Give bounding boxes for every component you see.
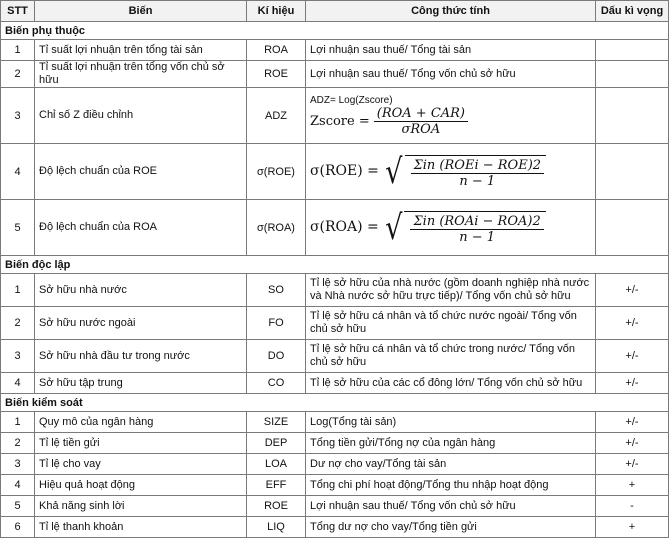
table-row [1,412,669,433]
cell-name: Độ lệch chuẩn của ROA [35,200,247,256]
sqrt-sign: √ $\frac{\text{Σin (ROAi − ROA)2}}{n - 1}$ [383,211,546,245]
cell-symbol: LIQ [247,517,306,538]
cell-name: Hiệu quả hoạt động [35,475,247,496]
section-title: Biến phụ thuộc [1,22,669,40]
cell-stt: 2 [1,61,35,88]
cell-stt: 4 [1,144,35,200]
sigma-roa-numerator: Σin (ROAi − ROA)2 [410,215,543,230]
cell-symbol: LOA [247,454,306,475]
table-row [1,340,669,373]
cell-symbol: SIZE [247,412,306,433]
table-row [1,517,669,538]
cell-sign: +/- [596,412,669,433]
section-title: Biến độc lập [1,256,669,274]
zscore-fraction [374,107,468,136]
cell-stt: 5 [1,496,35,517]
cell-symbol: σ(ROE) [247,144,306,200]
cell-symbol: DEP [247,433,306,454]
header-kihieu: Kí hiệu [247,1,306,22]
cell-symbol: EFF [247,475,306,496]
cell-formula: Lợi nhuận sau thuế/ Tổng vốn chủ sở hữu [306,61,596,88]
cell-symbol: SO [247,274,306,307]
cell-symbol: ROE [247,61,306,88]
cell-name: Tỉ lệ cho vay [35,454,247,475]
cell-name: Độ lệch chuẩn của ROE [35,144,247,200]
cell-sign: + [596,517,669,538]
header-bien: Biến [35,1,247,22]
cell-stt: 1 [1,412,35,433]
zscore-numerator: (ROA + CAR) [374,107,468,122]
header-daukivong: Dấu kì vọng [596,1,669,22]
zscore-denominator: σROA [401,122,441,137]
cell-formula: Tỉ lệ sở hữu cá nhân và tổ chức nước ngoài/ Tổng vốn chủ sở hữu [306,307,596,340]
sigma-roe-lhs: σ(ROE) = [310,163,379,179]
table-row [1,496,669,517]
cell-sign: +/- [596,274,669,307]
cell-formula [306,200,596,256]
cell-sign [596,40,669,61]
cell-formula: Tổng chi phí hoạt động/Tổng thu nhập hoạt động [306,475,596,496]
cell-formula: Dư nợ cho vay/Tổng tài sản [306,454,596,475]
cell-stt: 3 [1,340,35,373]
cell-symbol: ROA [247,40,306,61]
cell-sign: +/- [596,433,669,454]
cell-name: Chỉ số Z điều chỉnh [35,88,247,144]
cell-name: Tỉ suất lợi nhuận trên tổng vốn chủ sở hữu [35,61,247,88]
cell-name: Sở hữu tập trung [35,373,247,394]
sigma-roa-denominator: n − 1 [459,229,495,245]
cell-stt: 4 [1,475,35,496]
cell-stt: 1 [1,274,35,307]
table-row [1,307,669,340]
sigma-roe-numerator: Σin (ROEi − ROE)2 [411,159,544,174]
cell-symbol: CO [247,373,306,394]
cell-stt: 5 [1,200,35,256]
zscore-formula [310,107,468,136]
cell-name: Quy mô của ngân hàng [35,412,247,433]
cell-formula: Tỉ lệ sở hữu cá nhân và tổ chức trong nước/ Tổng vốn chủ sở hữu [306,340,596,373]
cell-sign: - [596,496,669,517]
table-row [1,475,669,496]
cell-symbol: ROE [247,496,306,517]
cell-symbol: σ(ROA) [247,200,306,256]
cell-name: Tỉ suất lợi nhuận trên tổng tài sản [35,40,247,61]
table-row [1,274,669,307]
section-dependent [1,22,669,40]
sigma-roa-fraction [410,215,543,244]
cell-stt: 4 [1,373,35,394]
cell-symbol: DO [247,340,306,373]
cell-sign [596,144,669,200]
sigma-roe-denominator: n − 1 [459,173,496,189]
cell-symbol: FO [247,307,306,340]
section-independent [1,256,669,274]
cell-name: Sở hữu nhà đầu tư trong nước [35,340,247,373]
cell-formula: Lợi nhuận sau thuế/ Tổng tài sản [306,40,596,61]
cell-name: Sở hữu nước ngoài [35,307,247,340]
table-row [1,144,669,200]
sqrt-sign: √ $\frac{\text{Σin (ROEi − ROE)2}}{n - 1}$ [383,155,546,189]
cell-stt: 3 [1,88,35,144]
table-row [1,373,669,394]
cell-formula: Log(Tổng tài sản) [306,412,596,433]
zscore-lhs: Zscore = [310,114,370,129]
cell-sign [596,200,669,256]
sigma-roa-lhs: σ(ROA) = [310,219,379,235]
cell-formula: Tỉ lệ sở hữu của nhà nước (gồm doanh nghiệp nhà nước và Nhà nước sở hữu trực tiếp)/ Tổng vốn chủ sở hữu [306,274,596,307]
adz-formula-line: ADZ= Log(Zscore) [310,95,393,106]
cell-sign: + [596,475,669,496]
cell-formula: Tỉ lệ sở hữu của các cổ đông lớn/ Tổng vốn chủ sở hữu [306,373,596,394]
table-row [1,200,669,256]
cell-symbol: ADZ [247,88,306,144]
table-row [1,433,669,454]
cell-name: Sở hữu nhà nước [35,274,247,307]
cell-stt: 2 [1,307,35,340]
cell-stt: 1 [1,40,35,61]
section-control [1,394,669,412]
cell-sign [596,88,669,144]
cell-name: Tỉ lệ tiền gửi [35,433,247,454]
cell-sign: +/- [596,454,669,475]
table-row [1,40,669,61]
cell-sign: +/- [596,373,669,394]
cell-stt: 3 [1,454,35,475]
sigma-roe-fraction [411,159,544,188]
table-header [1,1,669,22]
cell-sign [596,61,669,88]
cell-sign: +/- [596,307,669,340]
section-title: Biến kiểm soát [1,394,669,412]
cell-stt: 2 [1,433,35,454]
cell-formula: Lợi nhuận sau thuế/ Tổng vốn chủ sở hữu [306,496,596,517]
cell-name: Khả năng sinh lời [35,496,247,517]
sigma-roa-formula [310,207,546,248]
cell-formula [306,144,596,200]
cell-sign: +/- [596,340,669,373]
header-stt: STT [1,1,35,22]
table-row [1,454,669,475]
header-congthuc: Công thức tính [306,1,596,22]
sigma-roe-formula [310,151,546,192]
cell-formula: Tổng tiền gửi/Tổng nợ của ngân hàng [306,433,596,454]
cell-formula: Tổng dư nợ cho vay/Tổng tiền gửi [306,517,596,538]
cell-stt: 6 [1,517,35,538]
cell-formula [306,88,596,144]
table-row [1,88,669,144]
cell-name: Tỉ lệ thanh khoản [35,517,247,538]
table-row [1,61,669,88]
